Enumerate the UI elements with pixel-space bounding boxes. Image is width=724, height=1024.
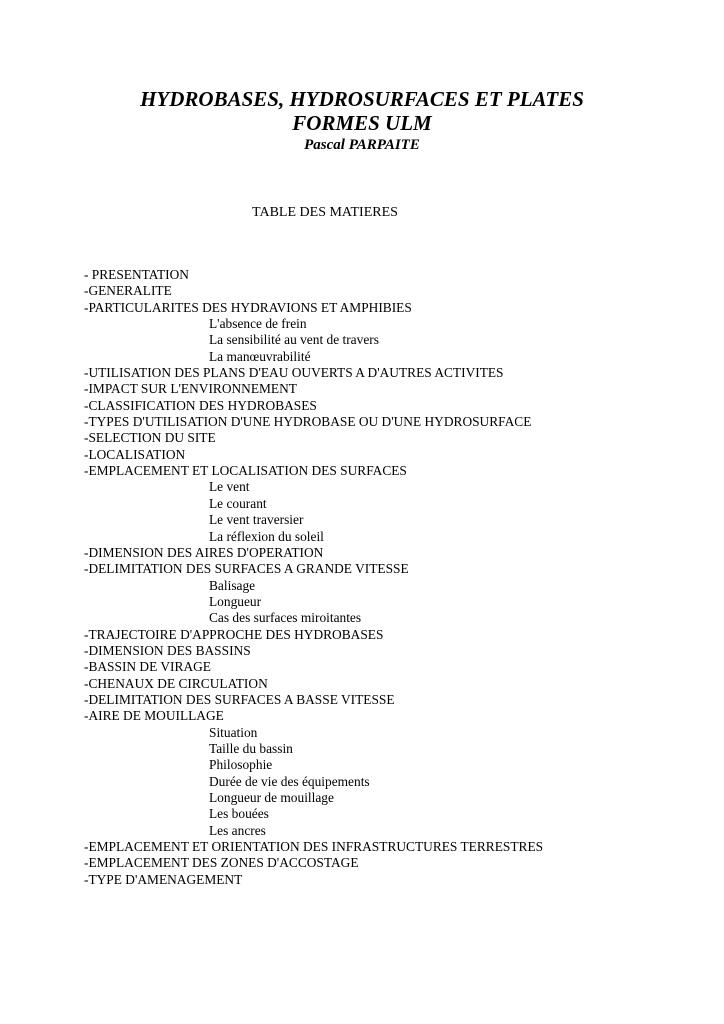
toc-entry: - PRESENTATION xyxy=(84,267,189,282)
toc-entry: -TYPE D'AMENAGEMENT xyxy=(84,871,243,887)
toc-heading: TABLE DES MATIERES xyxy=(252,205,398,220)
toc-subentry: Les ancres xyxy=(209,822,266,838)
toc-entry: -PARTICULARITES DES HYDRAVIONS ET AMPHIBIES xyxy=(84,299,412,315)
table-of-contents xyxy=(84,267,704,888)
toc-entry: -DELIMITATION DES SURFACES A GRANDE VITESSE xyxy=(84,561,409,577)
document-title-line-2: FORMES ULM xyxy=(292,111,432,135)
toc-entry: -UTILISATION DES PLANS D'EAU OUVERTS A D'AUTRES ACTIVITES xyxy=(84,365,504,381)
toc-entry: -EMPLACEMENT DES ZONES D'ACCOSTAGE xyxy=(84,855,359,871)
toc-subentry: Balisage xyxy=(209,577,256,593)
toc-entry: -TYPES D'UTILISATION D'UNE HYDROBASE OU D'UNE HYDROSURFACE xyxy=(84,414,532,430)
toc-subentry: La sensibilité au vent de travers xyxy=(209,332,379,348)
toc-entry: -CHENAUX DE CIRCULATION xyxy=(84,675,268,691)
toc-subentry: Philosophie xyxy=(209,757,273,773)
toc-subentry: Cas des surfaces miroitantes xyxy=(209,610,362,626)
document-author: Pascal PARPAITE xyxy=(304,137,420,153)
toc-entry: -BASSIN DE VIRAGE xyxy=(84,659,211,675)
toc-entry: -AIRE DE MOUILLAGE xyxy=(84,708,224,724)
toc-subentry: La réflexion du soleil xyxy=(209,528,324,544)
document-title-line-1: HYDROBASES, HYDROSURFACES ET PLATES xyxy=(140,87,584,111)
toc-subentry: Durée de vie des équipements xyxy=(209,773,370,789)
toc-subentry: Le courant xyxy=(209,495,267,511)
toc-subentry: Longueur xyxy=(209,593,262,609)
toc-entry: -CLASSIFICATION DES HYDROBASES xyxy=(84,397,317,413)
toc-entry: -DIMENSION DES BASSINS xyxy=(84,642,251,658)
toc-entry: -TRAJECTOIRE D'APPROCHE DES HYDROBASES xyxy=(84,626,384,642)
toc-subentry: Le vent xyxy=(209,479,250,495)
toc-entry: -IMPACT SUR L'ENVIRONNEMENT xyxy=(84,381,297,397)
toc-subentry: Longueur de mouillage xyxy=(209,790,334,805)
toc-entry: -DIMENSION DES AIRES D'OPERATION xyxy=(84,544,324,560)
toc-subentry: La manœuvrabilité xyxy=(209,348,311,364)
toc-entry: -EMPLACEMENT ET ORIENTATION DES INFRASTRUCTURES TERRESTRES xyxy=(84,839,544,855)
toc-entry: -LOCALISATION xyxy=(84,446,186,462)
toc-subentry: Le vent traversier xyxy=(209,512,304,528)
toc-subentry: Taille du bassin xyxy=(209,740,293,756)
toc-subentry: Les bouées xyxy=(209,806,269,822)
toc-entry: -DELIMITATION DES SURFACES A BASSE VITESSE xyxy=(84,691,395,707)
toc-subentry: Situation xyxy=(209,724,258,740)
toc-entry: -SELECTION DU SITE xyxy=(84,430,216,446)
toc-entry: -GENERALITE xyxy=(84,283,172,299)
toc-subentry: L'absence de frein xyxy=(209,316,307,332)
toc-entry: -EMPLACEMENT ET LOCALISATION DES SURFACES xyxy=(84,463,407,479)
